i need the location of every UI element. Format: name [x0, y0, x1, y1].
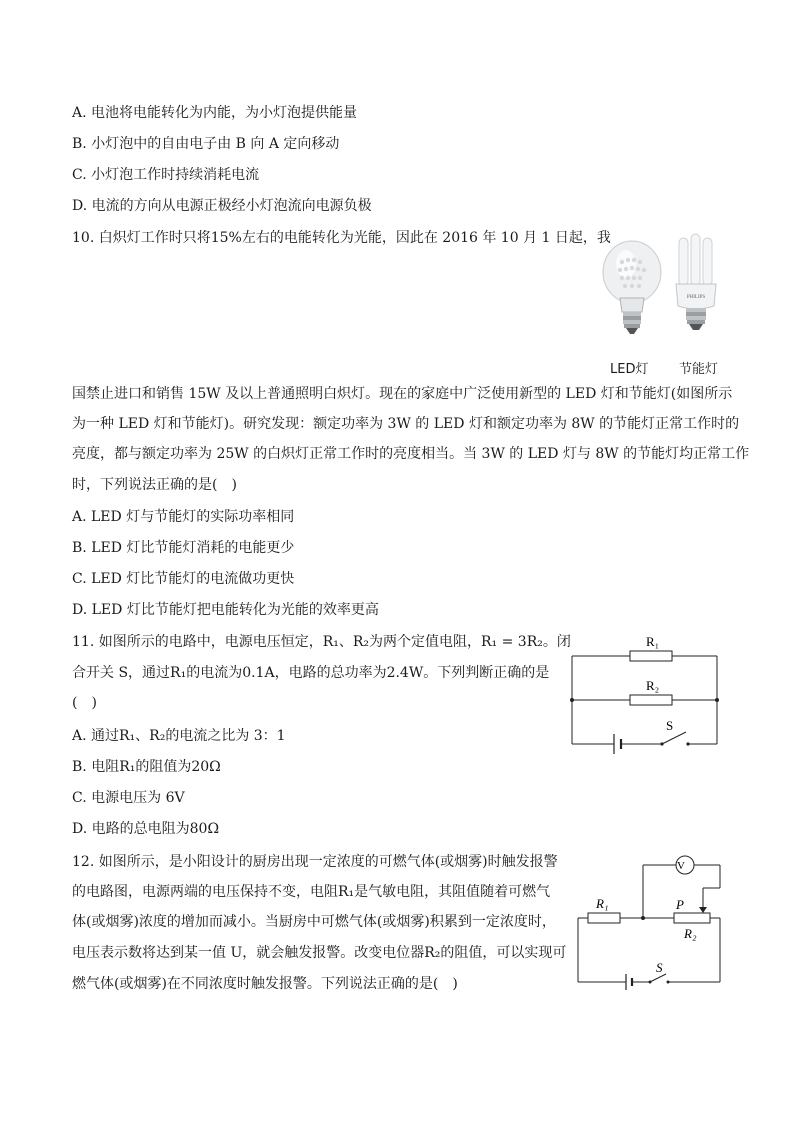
q10-option-b: B. LED 灯比节能灯消耗的电能更少	[72, 540, 295, 556]
q12-stem-line-2: 的电路图，电源两端的电压保持不变，电阻R₁是气敏电阻，其阻值随着可燃气	[72, 884, 551, 900]
q12-stem-line-1: 12. 如图所示，是小阳设计的厨房出现一定浓度的可燃气体(或烟雾)时触发报警	[72, 854, 558, 870]
cfl-brand-label: PHILIPS	[686, 295, 706, 300]
resistor-r1	[588, 913, 620, 923]
led-caption: LED灯	[610, 362, 649, 377]
led-bulb-image	[603, 241, 661, 334]
q10-option-a: A. LED 灯与节能灯的实际功率相同	[72, 509, 295, 525]
potentiometer-r2	[674, 913, 710, 923]
led-and-cfl-bulb-figure	[596, 228, 726, 378]
q10-stem-line-1: 10. 白炽灯工作时只将15%左右的电能转化为光能，因此在 2016 年 10 月 1 日起，我	[72, 230, 611, 246]
q12-stem-line-5: 燃气体(或烟雾)在不同浓度时触发报警。下列说法正确的是( )	[72, 976, 458, 992]
label-r2: R₂	[646, 678, 660, 693]
q9-option-a: A. 电池将电能转化为内能，为小灯泡提供能量	[72, 105, 358, 121]
cfl-caption: 节能灯	[679, 362, 719, 377]
q10-stem-line-5: 时，下列说法正确的是( )	[72, 477, 237, 493]
q12-circuit-svg	[570, 850, 730, 992]
q10-stem-line-4: 亮度，都与额定功率为 25W 的白炽灯正常工作时的亮度相当。当 3W 的 LED 灯与 8W 的节能灯均正常工作	[72, 446, 750, 462]
q11-stem-line-2: 合开关 S，通过R₁的电流为0.1A，电路的总功率为2.4W。下列判断正确的是	[72, 665, 550, 681]
resistor-r2	[630, 695, 672, 705]
bulb-illustration	[596, 228, 726, 378]
q9-option-b: B. 小灯泡中的自由电子由 B 向 A 定向移动	[72, 136, 340, 152]
switch-s	[662, 732, 686, 744]
q11-option-d: D. 电路的总电阻为80Ω	[72, 821, 220, 837]
label-switch: S	[656, 960, 663, 975]
label-r1: R₁	[646, 634, 660, 649]
label-r1: R₁	[596, 896, 609, 911]
q10-option-c: C. LED 灯比节能灯的电流做功更快	[72, 571, 295, 587]
q12-stem-line-3: 体(或烟雾)浓度的增加而减小。当厨房中可燃气体(或烟雾)积累到一定浓度时，	[72, 914, 556, 930]
q10-stem-line-2: 国禁止进口和销售 15W 及以上普通照明白炽灯。现在的家庭中广泛使用新型的 LED 灯和节能灯(如图所示	[72, 386, 733, 402]
label-switch: S	[666, 718, 674, 733]
q11-circuit-diagram	[562, 628, 732, 760]
q11-option-a: A. 通过R₁、R₂的电流之比为 3：1	[72, 728, 286, 744]
q9-option-d: D. 电流的方向从电源正极经小灯泡流向电源负极	[72, 198, 372, 214]
resistor-r1	[630, 651, 672, 661]
q10-stem-line-3: 为一种 LED 灯和节能灯)。研究发现：额定功率为 3W 的 LED 灯和额定功率为 8W 的节能灯正常工作时的	[72, 416, 740, 432]
label-p: P	[676, 897, 684, 912]
q11-stem-line-3: ( )	[72, 695, 97, 711]
label-voltmeter: V	[677, 860, 685, 872]
q10-option-d: D. LED 灯比节能灯把电能转化为光能的效率更高	[72, 602, 379, 618]
label-r2: R₂	[684, 926, 697, 941]
q9-option-c: C. 小灯泡工作时持续消耗电流	[72, 167, 260, 183]
cfl-bulb-image	[676, 234, 716, 330]
q12-circuit-diagram	[570, 850, 730, 992]
q11-option-c: C. 电源电压为 6V	[72, 790, 185, 806]
q11-stem-line-1: 11. 如图所示的电路中，电源电压恒定，R₁、R₂为两个定值电阻，R₁ = 3R₂。闭	[72, 634, 571, 650]
q12-stem-line-4: 电压表示数将达到某一值 U，就会触发报警。改变电位器R₂的阻值，可以实现可	[72, 945, 567, 961]
q11-option-b: B. 电阻R₁的阻值为20Ω	[72, 759, 221, 775]
switch-s	[650, 974, 666, 982]
slider-arrow	[699, 907, 707, 913]
q11-circuit-svg	[562, 628, 732, 760]
